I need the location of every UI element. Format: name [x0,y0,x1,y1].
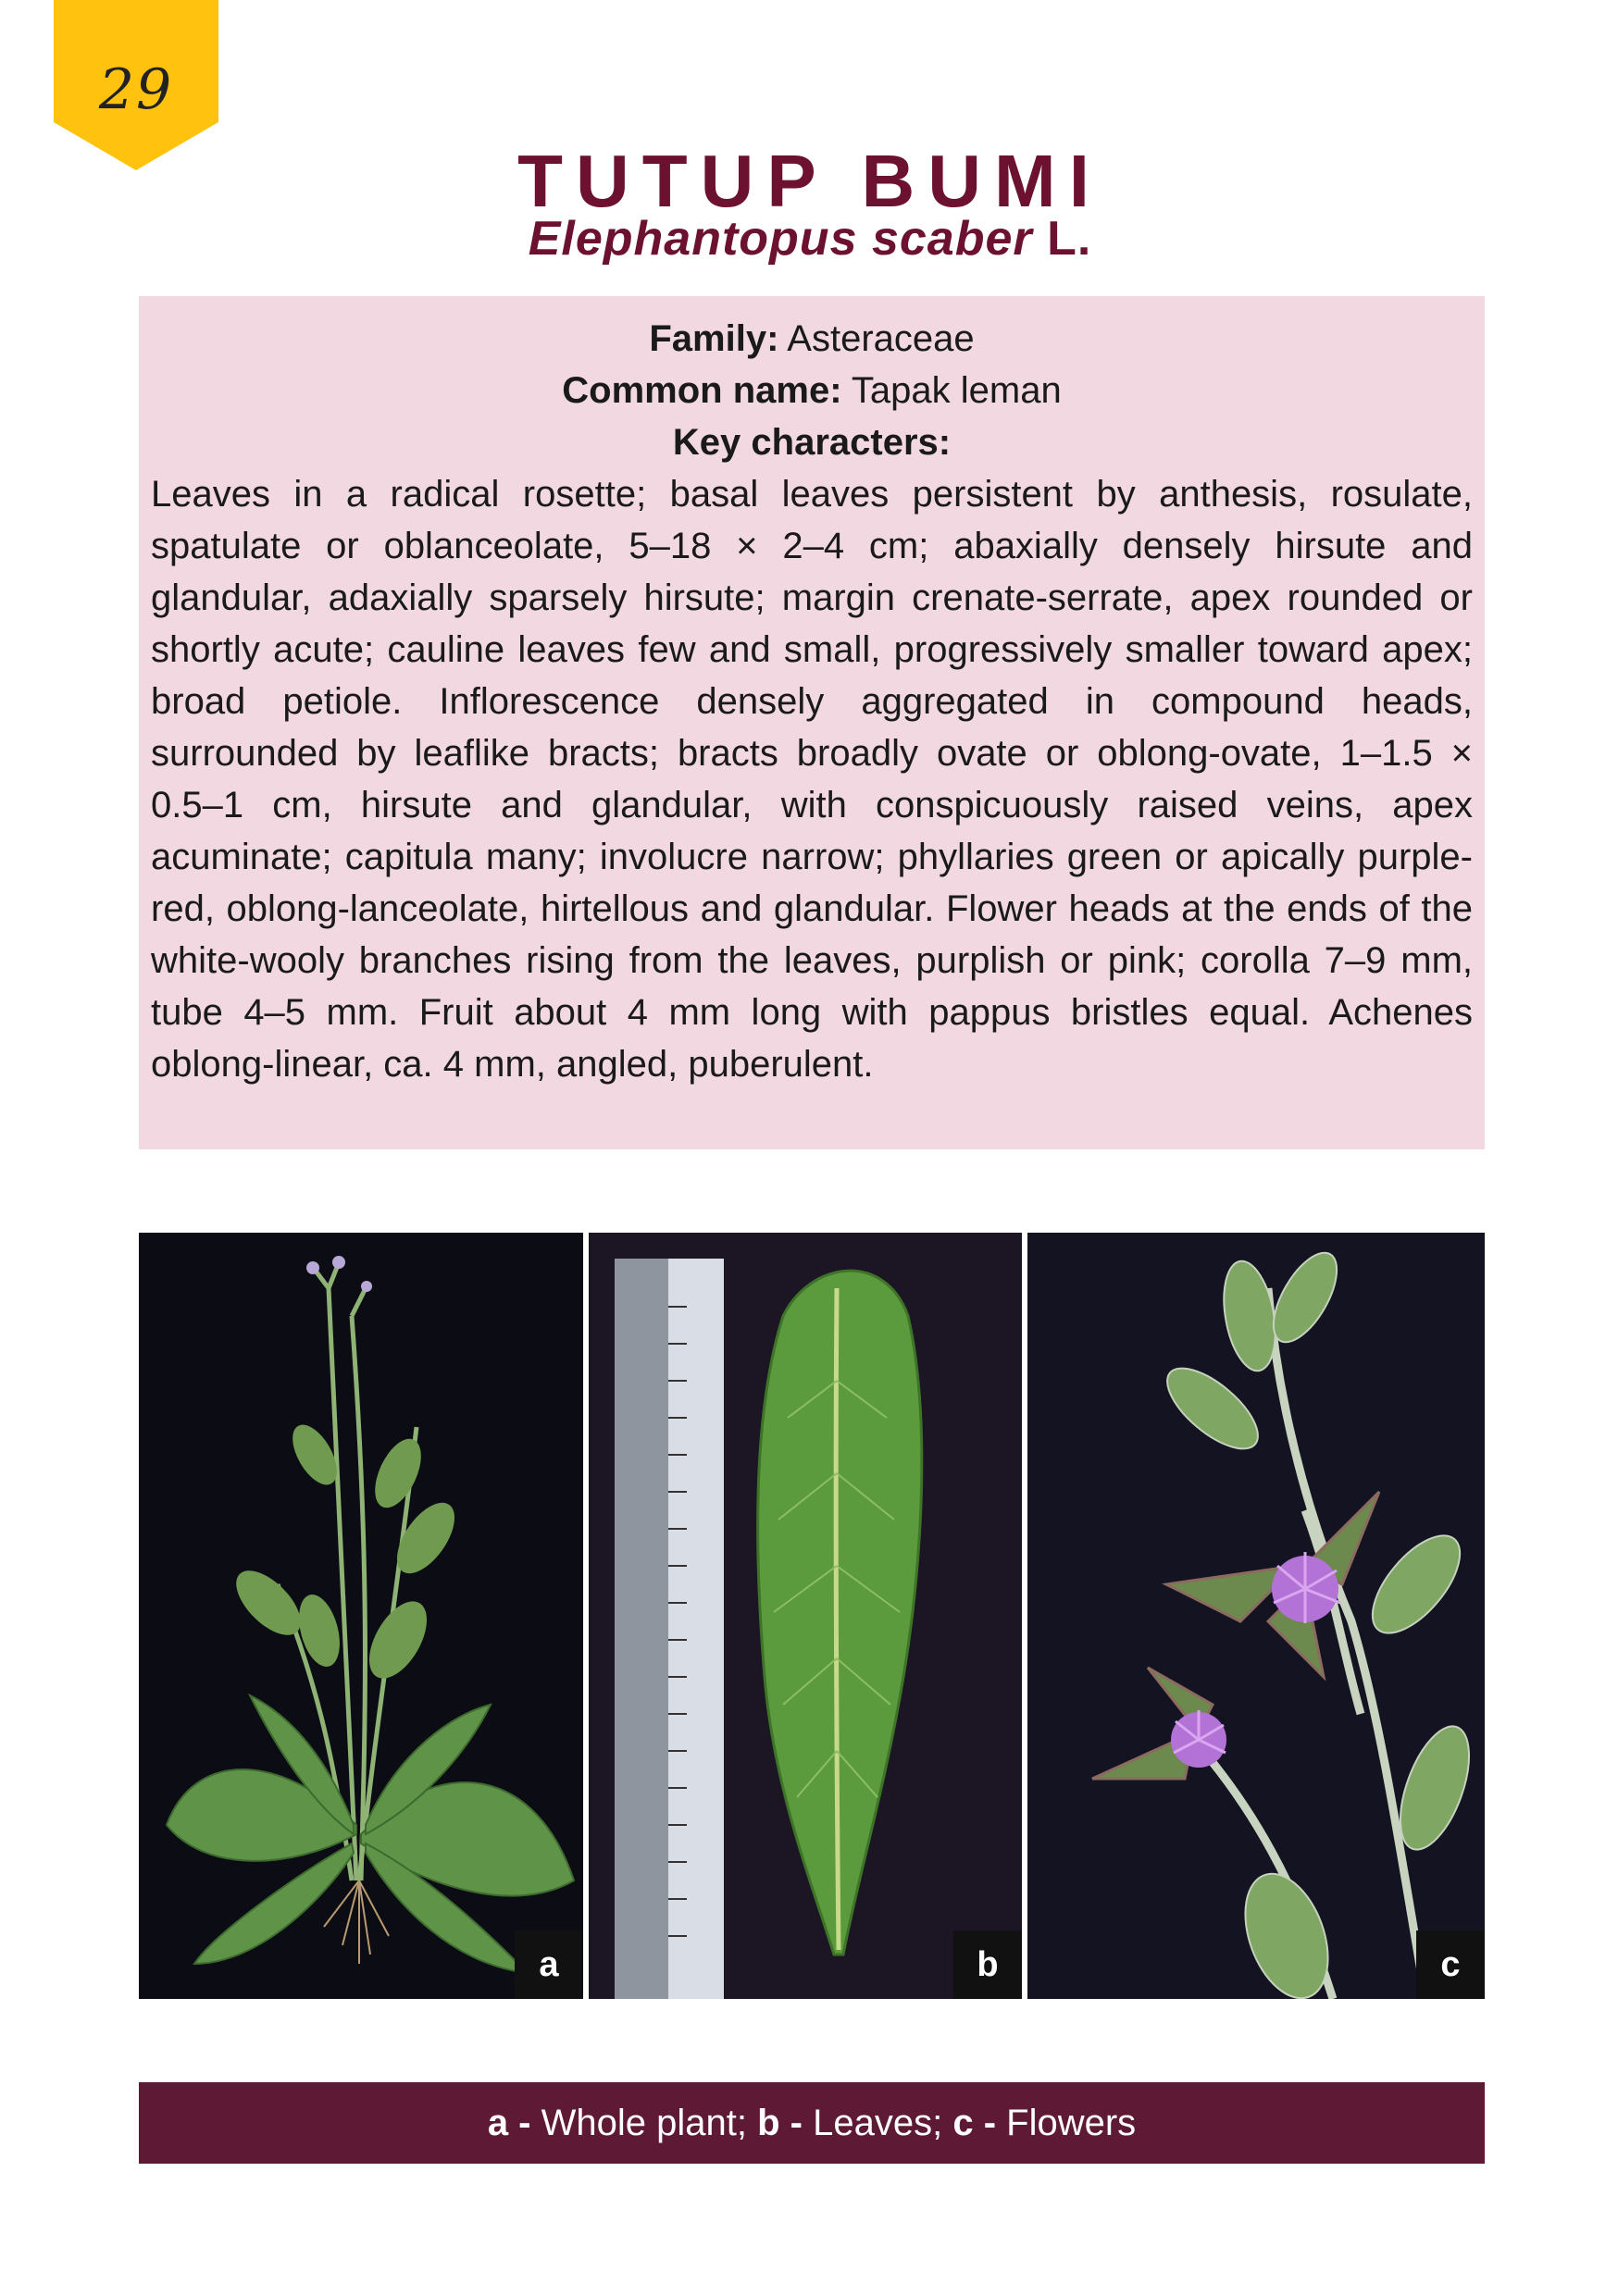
photo-label-b: b [953,1930,1022,1999]
photo-whole-plant [139,1233,583,1999]
author: L. [1047,212,1092,266]
caption-key-b: b - [757,2103,803,2143]
scientific-name: Elephantopus scaber [528,212,1033,266]
species-info-box [139,296,1485,1149]
caption-text-b: Leaves; [813,2103,943,2143]
common-title: TUTUP BUMI [517,140,1102,222]
photo-leaf [589,1233,1022,1999]
common-name-value: Tapak leman [851,370,1062,411]
family-line [151,313,1473,365]
photo-caption [139,2082,1485,2164]
photo-label-c: c [1416,1930,1485,1999]
leaf-illustration [589,1233,1022,1999]
flowers-illustration [1027,1233,1485,1999]
key-characters-label: Key characters: [672,422,952,463]
family-value: Asteraceae [787,318,975,359]
caption-text-c: Flowers [1006,2103,1137,2143]
common-name-label: Common name: [562,370,842,411]
caption-key-c: c - [952,2103,997,2143]
caption-text-a: Whole plant; [541,2103,747,2143]
page-number-badge [54,0,218,170]
photo-label-a: a [515,1930,583,1999]
key-characters-heading [151,416,1473,468]
common-name-line [151,365,1473,416]
scientific-name-line [352,211,1268,267]
photo-panel [139,1233,1485,1999]
caption-key-a: a - [487,2103,531,2143]
whole-plant-illustration [139,1233,583,1999]
page-number: 29 [98,57,174,122]
photo-flowers [1027,1233,1485,1999]
family-label: Family: [649,318,779,359]
key-characters-description: Leaves in a radical rosette; basal leaves persistent by anthesis, rosulate, spatulate or oblanceolate, 5–18 × 2–4 cm; abaxially densely hirsute and glandular, adaxially sparsely hirsute; margin crenate-serrate, apex rounded or shortly acute; cauline leaves few and small, progressively smaller toward apex; broad petiole. Inflorescence densely aggregated in compound heads, surrounded by leaflike bracts; bracts broadly ovate or oblong-ovate, 1–1.5 × 0.5–1 cm, hirsute and glandular, with conspicuously raised veins, apex acuminate; capitula many; involucre narrow; phyllaries green or apically purple-red, oblong-lanceolate, hirtellous and glandular. Flower heads at the ends of the white-wooly branches rising from the leaves, purplish or pink; corolla 7–9 mm, tube 4–5 mm. Fruit about 4 mm long with pappus bristles equal. Achenes oblong-linear, ca. 4 mm, angled, puberulent. [151,474,1473,1085]
